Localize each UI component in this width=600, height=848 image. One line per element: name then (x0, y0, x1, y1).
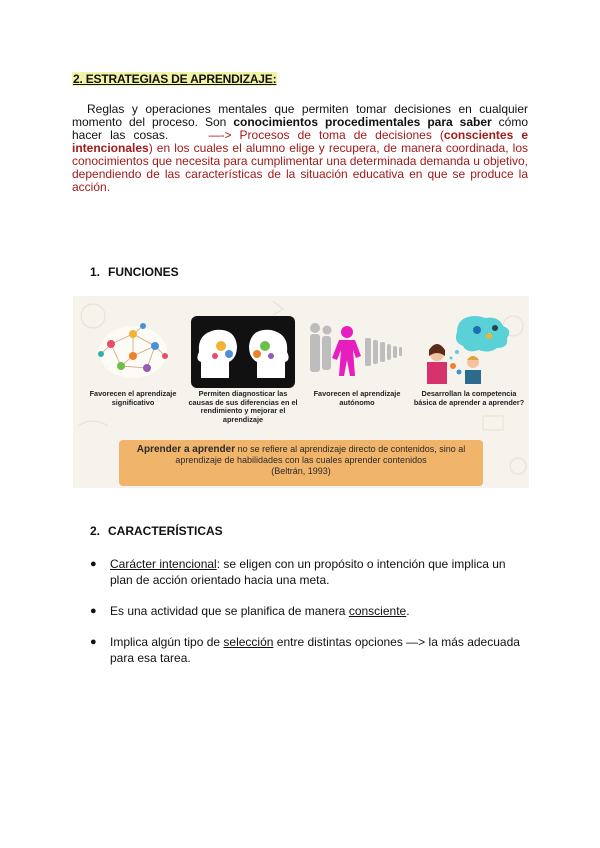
section-title: 2. ESTRATEGIAS DE APRENDIZAJE: (73, 72, 277, 86)
bullet-icon: ● (90, 636, 97, 648)
heads-gears-icon (191, 316, 295, 388)
heading-funciones: 1. FUNCIONES (90, 265, 179, 279)
caption-autonomo: Favorecen el aprendizaje autónomo (313, 389, 401, 407)
list-item: ● Implica algún tipo de selección entre distintas opciones —> la más adecuada para esa tarea. (90, 635, 520, 665)
bullet-icon: ● (90, 558, 97, 570)
brain-network-icon (81, 316, 185, 388)
intro-paragraph: Reglas y operaciones mentales que permiten tomar decisiones en cualquier momento del proceso. Son conocimientos procedimentales para saber cómo hacer las cosas. —-> Procesos de toma de decisiones (conscientes e intencionales) en los cuales el alumno elige y recupera, de manera coordinada, los conocimientos que necesita para cumplimentar una determinada demanda u objetivo, dependiendo de las características de la situación educativa en que se produce la acción. (72, 102, 529, 194)
caption-aprender-a-aprender: Desarrollan la competencia básica de aprender a aprender? (413, 389, 525, 407)
list-item: ● Es una actividad que se planifica de manera consciente. (90, 604, 410, 618)
caption-significativo: Favorecen el aprendizaje significativo (89, 389, 177, 407)
caracteristicas-list (90, 556, 530, 681)
funciones-infographic (73, 296, 529, 488)
aprender-a-aprender-quote: Aprender a aprender no se refiere al aprendizaje directo de contenidos, sino al aprendizaje de habilidades con las cuales aprender contenidos (Beltrán, 1993) (119, 440, 483, 486)
heading-caracteristicas: 2. CARACTERÍSTICAS (90, 524, 223, 538)
bullet-icon: ● (90, 605, 97, 617)
list-item: ● Carácter intencional: se eligen con un propósito o intención que implica un plan de acción orientado hacia una meta. (90, 557, 506, 587)
people-thinking-icon (417, 316, 521, 388)
caption-diagnosticar: Permiten diagnosticar las causas de sus diferencias en el rendimiento y mejorar el aprendizaje (188, 389, 298, 424)
quote-source: (Beltrán, 1993) (271, 466, 331, 476)
standing-out-figure-icon (305, 316, 409, 388)
